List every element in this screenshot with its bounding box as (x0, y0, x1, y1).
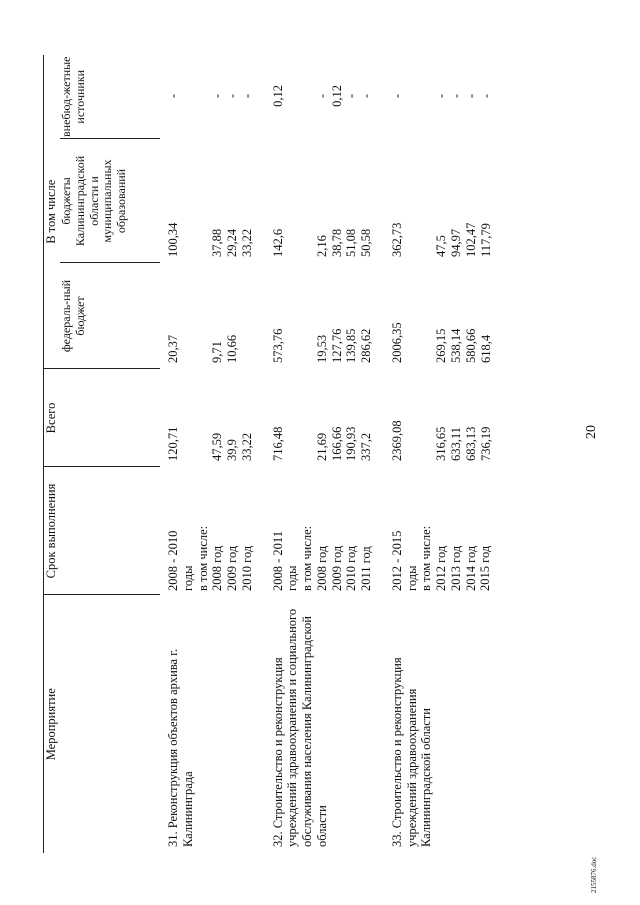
cell-line: - (166, 93, 180, 99)
term-cell (384, 467, 503, 595)
cell-line: 2010 год (344, 545, 359, 591)
cell-line: годы (404, 565, 419, 591)
cell-line: 2015 год (478, 545, 493, 591)
cell-line: - (239, 93, 254, 99)
activity-cell: 31. Реконструкция объектов архива г. Калининграда (166, 648, 195, 847)
header-extra: внебюд-жетные источники (59, 56, 87, 137)
cell-line: 2012 год (434, 545, 449, 591)
cell-line: - (344, 93, 359, 99)
cell-line: 337,2 (359, 432, 374, 461)
cell-line: 580,66 (463, 328, 478, 363)
cell-line (181, 143, 196, 257)
cell-line: 47,59 (210, 432, 225, 461)
cell-line: 20,37 (166, 334, 180, 363)
cell-line: 166,66 (329, 426, 344, 461)
extra-cell (265, 55, 384, 139)
cell-line (300, 267, 315, 363)
cell-line: 2006,35 (389, 322, 404, 363)
cell-line: 736,19 (478, 426, 493, 461)
cell-line: 120,71 (166, 426, 180, 461)
cell-line: 51,08 (344, 228, 359, 257)
cell-line: 716,48 (270, 426, 285, 461)
cell-line: 683,13 (463, 426, 478, 461)
cell-line: 2008 - 2011 (270, 531, 285, 591)
total-cell (265, 369, 384, 467)
cell-line: - (210, 93, 225, 99)
program-table (43, 55, 503, 853)
header-total: Всего (44, 369, 161, 467)
cell-line: 362,73 (389, 222, 404, 257)
cell-line: 127,76 (329, 328, 344, 363)
activity-cell: 33. Строительство и реконструкция учреждений здравоохранения Калининградской области (389, 657, 434, 847)
cell-line: 2011 год (359, 546, 374, 591)
federal-cell (384, 263, 503, 369)
cell-line: 269,15 (434, 328, 449, 363)
header-term: Срок выполнения (44, 467, 161, 595)
cell-line: 2014 год (463, 545, 478, 591)
cell-line: - (225, 93, 240, 99)
federal-cell (160, 263, 265, 369)
cell-line (196, 267, 211, 363)
term-cell (265, 467, 384, 595)
cell-line: 21,69 (314, 432, 329, 461)
cell-line: 2008 - 2010 (166, 530, 180, 591)
cell-line (420, 267, 435, 363)
table-row (265, 55, 384, 853)
extra-cell (384, 55, 503, 139)
table-body (160, 55, 503, 853)
cell-line: 33,22 (239, 228, 254, 257)
cell-line: 100,34 (166, 222, 180, 257)
cell-line: в том числе: (300, 525, 315, 591)
cell-line: в том числе: (419, 525, 434, 591)
header-activity: Мероприятие (44, 595, 161, 853)
cell-line: 2013 год (448, 545, 463, 591)
cell-line (405, 143, 420, 257)
cell-line: 2008 год (314, 545, 329, 591)
cell-line: 2369,08 (389, 420, 404, 461)
cell-line (300, 143, 315, 257)
regional-cell (160, 139, 265, 263)
cell-line: 316,65 (434, 426, 449, 461)
total-cell (384, 369, 503, 467)
cell-line: 142,6 (270, 228, 285, 257)
cell-line (181, 59, 196, 133)
cell-line: 2009 год (329, 545, 344, 591)
cell-line: 2009 год (225, 545, 239, 591)
cell-line: 538,14 (449, 328, 464, 363)
cell-line: 2008 год (210, 545, 225, 591)
cell-line: 9,71 (210, 341, 225, 363)
cell-line: 190,93 (344, 426, 359, 461)
cell-line: 618,4 (478, 334, 493, 363)
cell-line: 139,85 (344, 328, 359, 363)
file-name: 2155876.doc (590, 856, 598, 893)
cell-line: в том числе: (195, 525, 210, 591)
cell-line (285, 143, 300, 257)
cell-line: - (478, 93, 493, 99)
cell-line: 2,16 (314, 235, 329, 257)
cell-line (405, 59, 420, 133)
cell-line: 117,79 (478, 223, 493, 257)
header-including: В том числе (44, 55, 61, 369)
table-row (160, 55, 265, 853)
federal-cell (265, 263, 384, 369)
table-row (384, 55, 503, 853)
cell-line (196, 59, 211, 133)
header-federal: федераль-ный бюджет (60, 263, 160, 369)
extra-cell (160, 55, 265, 139)
cell-line: 33,22 (239, 432, 254, 461)
term-cell (160, 467, 265, 595)
cell-line: 2010 год (239, 545, 254, 591)
cell-line: - (463, 93, 478, 99)
cell-line: 94,97 (449, 228, 464, 257)
cell-line (285, 267, 300, 363)
cell-line: годы (285, 565, 300, 591)
header-regional: бюджеты Калининградской области и муниципальных образований (60, 139, 160, 263)
page-number: 20 (584, 425, 599, 439)
regional-cell (265, 139, 384, 263)
cell-line: 633,11 (449, 427, 464, 461)
cell-line: 19,53 (314, 334, 329, 363)
cell-line: годы (180, 565, 195, 591)
cell-line: 573,76 (270, 328, 285, 363)
cell-line (285, 59, 300, 133)
cell-line (300, 373, 315, 461)
cell-line (420, 59, 435, 133)
cell-line: 38,78 (329, 228, 344, 257)
cell-line: 10,66 (225, 334, 240, 363)
activity-cell: 32. Строительство и реконструкция учреждений здравоохранения и социального обслуживания населения Калининградской области (270, 608, 329, 847)
cell-line: - (434, 93, 449, 99)
cell-line (196, 373, 211, 461)
cell-line (196, 143, 211, 257)
cell-line: 102,47 (463, 222, 478, 257)
cell-line: - (359, 93, 374, 99)
cell-line (405, 373, 420, 461)
cell-line: - (389, 93, 404, 99)
cell-line: 286,62 (359, 328, 374, 363)
cell-line: 50,58 (359, 228, 374, 257)
cell-line (240, 267, 255, 363)
cell-line (420, 143, 435, 257)
cell-line: 29,24 (225, 228, 240, 257)
cell-line: 0,12 (329, 85, 344, 107)
regional-cell (384, 139, 503, 263)
cell-line (300, 59, 315, 133)
cell-line: - (449, 93, 464, 99)
cell-line (181, 373, 196, 461)
cell-line: 0,12 (270, 85, 285, 107)
cell-line (285, 373, 300, 461)
cell-line: 2012 - 2015 (389, 530, 404, 591)
cell-line: 39,9 (225, 439, 240, 461)
cell-line: 47,5 (434, 235, 449, 257)
cell-line: - (314, 93, 329, 99)
cell-line (181, 267, 196, 363)
total-cell (160, 369, 265, 467)
cell-line (405, 267, 420, 363)
cell-line (420, 373, 435, 461)
cell-line: 37,88 (210, 228, 225, 257)
